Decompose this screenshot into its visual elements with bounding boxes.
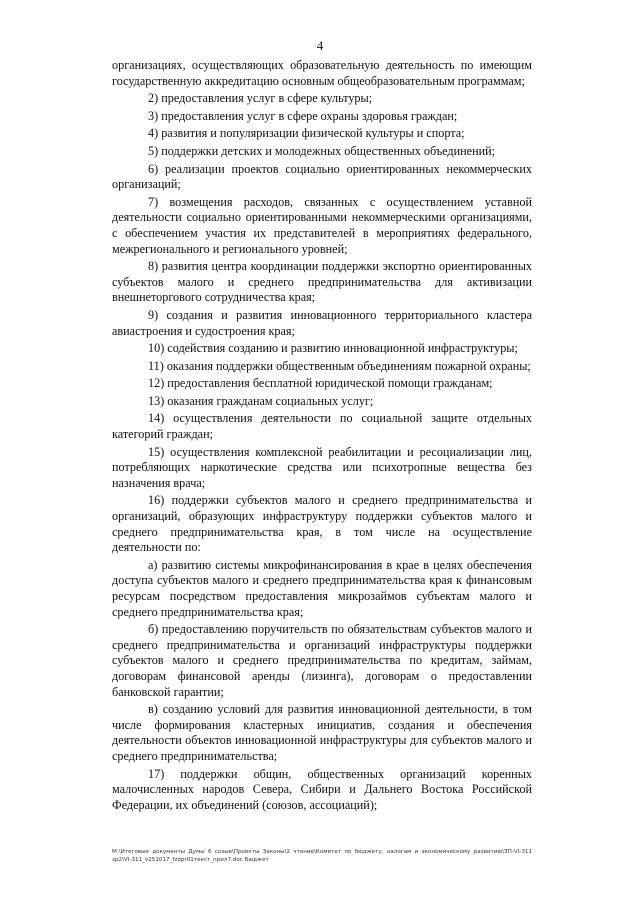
- document-body: [112, 58, 532, 813]
- paragraph-item-6: 6) реализации проектов социально ориентированных некоммерческих организаций;: [112, 161, 532, 192]
- paragraph-item-12: 12) предоставления бесплатной юридической помощи гражданам;: [148, 376, 493, 391]
- paragraph-item-3: 3) предоставления услуг в сфере охраны здоровья граждан;: [148, 108, 458, 123]
- paragraph-continuation: организациях, осуществляющих образовательную деятельность по имеющим государственную аккредитацию основным общеобразовательным программам;: [112, 58, 532, 88]
- paragraph-item-13: 13) оказания гражданам социальных услуг;: [148, 393, 374, 408]
- paragraph-item-16: 16) поддержки субъектов малого и среднего предпринимательства и организаций, образующих инфраструктуру поддержки субъектов малого и среднего предпринимательства края, в том числе на осуществление деятельности по:: [112, 493, 532, 555]
- paragraph-item-5: 5) поддержки детских и молодежных общественных объединений;: [148, 143, 496, 158]
- paragraph-item-4: 4) развития и популяризации физической культуры и спорта;: [148, 126, 465, 141]
- page-number: 4: [316, 38, 324, 53]
- paragraph-item-7: 7) возмещения расходов, связанных с осуществлением уставной деятельности социально ориентированными некоммерческими организациями, с обеспечением участия их представителей в мероприятиях федерального, межрегионального и регионального уровней;: [112, 194, 532, 256]
- paragraph-item-9: 9) создания и развития инновационного территориального кластера авиастроения и судостроения края;: [112, 307, 532, 338]
- paragraph-item-8: 8) развития центра координации поддержки экспортно ориентированных субъектов малого и среднего предпринимательства для активизации внешнеторгового сотрудничества края;: [112, 259, 532, 305]
- paragraph-item-15: 15) осуществления комплексной реабилитации и ресоциализации лиц, потребляющих наркотические средства или психотропные вещества без назначения врача;: [112, 444, 532, 490]
- paragraph-subitem-v: в) созданию условий для развития инновационной деятельности, в том числе формирования кластерных инициатив, создания и обеспечения деятельности объектов инновационной инфраструктуры для субъектов малого и среднего предпринимательства;: [112, 702, 532, 763]
- paragraph-subitem-a: а) развитию системы микрофинансирования в крае в целях обеспечения доступа субъектов малого и среднего предпринимательства края к финансовым ресурсам посредством предоставления микрозаймов субъектам малого и среднего предпринимательства края;: [112, 557, 532, 619]
- paragraph-item-14: 14) осуществления деятельности по социальной защите отдельных категорий граждан;: [112, 411, 532, 442]
- paragraph-subitem-b: б) предоставлению поручительств по обязательствам субъектов малого и среднего предпринимательства и организаций инфраструктуры поддержки субъектов малого и среднего предпринимательства по кредитам, займам, договорам финансовой аренды (лизинга), договорам о предоставлении банковской гарантии;: [112, 622, 532, 699]
- paragraph-item-17: 17) поддержки общин, общественных организаций коренных малочисленных народов Севера, Сибири и Дальнего Востока Российской Федерации, их объединений (союзов, ассоциаций);: [112, 766, 532, 812]
- paragraph-item-10: 10) содействия созданию и развитию инновационной инфраструктуры;: [148, 341, 518, 356]
- file-path-footer: M:\Итоговые документы Думы 6 созыв\Проекты Законы\2 чтение\Комитет по бюджету, налогам и экономическому развитию\ЗП-VI-311 зр2\VI-311_v251017_fzdpr01текст_прил7.doc Бюджет: [112, 849, 532, 863]
- paragraph-item-11: 11) оказания поддержки общественным объединениям пожарной охраны;: [148, 358, 531, 373]
- paragraph-item-2: 2) предоставления услуг в сфере культуры;: [148, 91, 373, 106]
